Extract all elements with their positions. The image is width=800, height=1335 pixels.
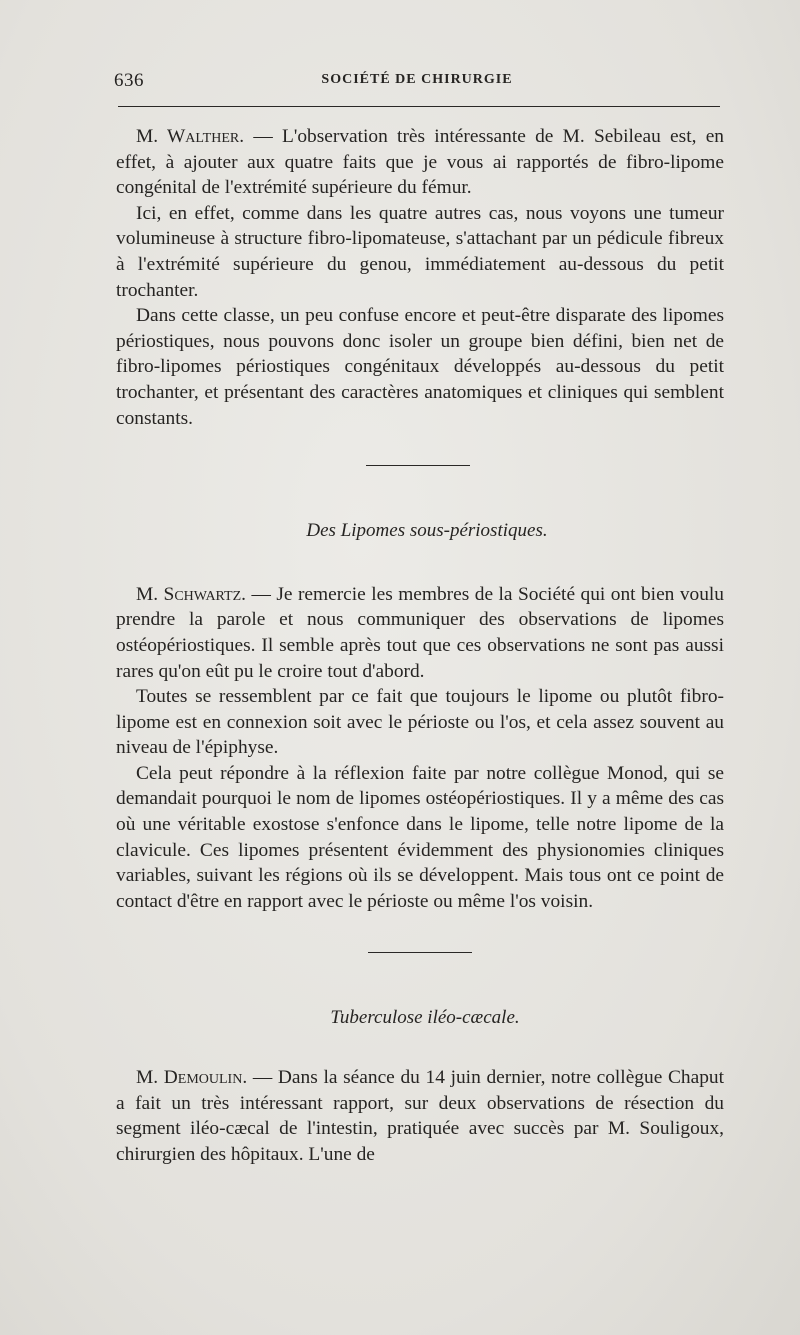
paragraph-schwartz-1 (116, 582, 724, 684)
section-separator (368, 952, 472, 953)
speaker-name: M. Demoulin. (136, 1067, 248, 1089)
paragraph-walther-1 (116, 124, 724, 201)
paragraph-schwartz-3: Cela peut répondre à la réflexion faite par notre collègue Monod, qui se demandait pourquoi le nom de lipomes ostéopériostiques. Il y a même des cas où une véritable exostose s'enfonce dans le lipome, telle notre lipome de la clavicule. Ces lipomes présentent évidemment des physionomies cliniques variables, suivant les régions où ils se développent. Mais tous ont ce point de contact d'être en rapport avec le périoste ou même l'os voisin. (116, 762, 724, 912)
section-title-lipomes: Des Lipomes sous-périostiques. (306, 520, 548, 542)
speaker-name: M. Schwartz. (136, 583, 247, 605)
paragraph-text: — Dans la séance du 14 juin dernier, notre collègue Chaput a fait un très intéressant rapport, sur deux observations de résection du segment iléo-cæcal de l'intestin, pratiquée avec succès par M. Souligoux, chirurgien des hôpitaux. L'une de (116, 1067, 724, 1165)
paragraph-schwartz-2: Toutes se ressemblent par ce fait que toujours le lipome ou plutôt fibro-lipome est en connexion soit avec le périoste ou l'os, et cela assez souvent au niveau de l'épiphyse. (116, 686, 724, 759)
page-number: 636 (114, 70, 144, 91)
body-text (116, 124, 724, 1167)
header-rule (118, 106, 720, 107)
paragraph-walther-3: Dans cette classe, un peu confuse encore et peut-être disparate des lipomes périostiques, nous pouvons donc isoler un groupe bien défini, bien net de fibro-lipomes périostiques congénitaux développés au-dessous du petit trochanter, et présentant des caractères anatomiques et cliniques qui semblent constants. (116, 305, 724, 429)
paragraph-text: — Je remercie les membres de la Société qui ont bien voulu prendre la parole et nous communiquer des observations de lipomes ostéopériostiques. Il semble après tout que ces observations ne sont pas aussi rares qu'on eût pu le croire tout d'abord. (116, 583, 725, 682)
page-header (114, 70, 720, 96)
section-separator (366, 465, 470, 466)
paragraph-demoulin-1 (116, 1065, 724, 1167)
paragraph-text: — L'observation très intéressante de M. Sebileau est, en effet, à ajouter aux quatre faits que je vous ai rapportés de fibro-lipome congénital de l'extrémité supérieure du fémur. (116, 126, 724, 199)
running-title: SOCIÉTÉ DE CHIRURGIE (321, 72, 513, 87)
paragraph-walther-2: Ici, en effet, comme dans les quatre autres cas, nous voyons une tumeur volumineuse à structure fibro-lipomateuse, s'attachant par un pédicule fibreux à l'extrémité supérieure du genou, immédiatement au-dessous du petit trochanter. (116, 202, 724, 301)
section-title-tuberculose: Tuberculose iléo-cæcale. (330, 1007, 520, 1029)
speaker-name: M. Walther. (136, 126, 245, 147)
